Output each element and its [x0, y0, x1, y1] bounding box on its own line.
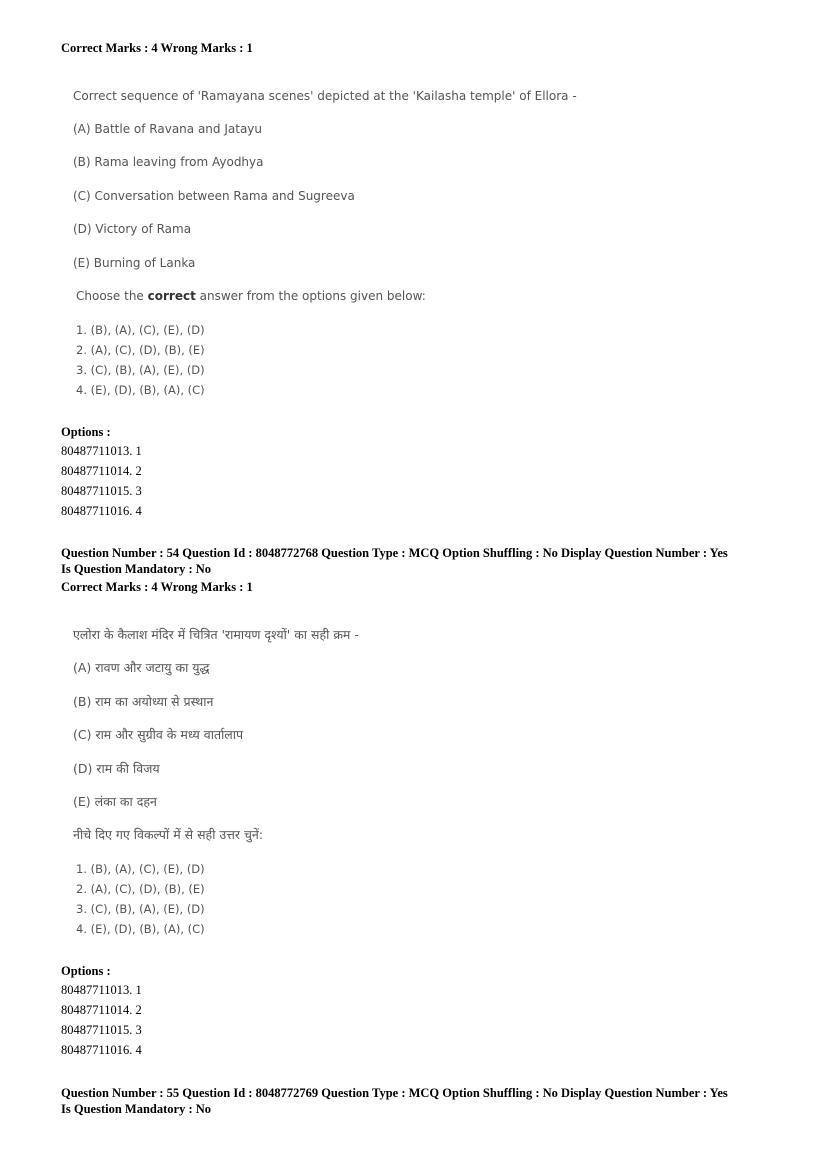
options-label: Options : [61, 964, 111, 978]
answer-choice: 4. (E), (D), (B), (A), (C) [76, 383, 205, 397]
option-id: 80487711015. 3 [61, 484, 142, 498]
question-stem: एलोरा के कैलाश मंदिर में चित्रित 'रामायण दृश्यों' का सही क्रम - [73, 627, 359, 642]
question-item: (B) Rama leaving from Ayodhya [73, 155, 264, 169]
option-id: 80487711013. 1 [61, 444, 142, 458]
answer-choice: 3. (C), (B), (A), (E), (D) [76, 363, 205, 377]
question-item: (B) राम का अयोध्या से प्रस्थान [73, 694, 214, 709]
question-item: (A) रावण और जटायु का युद्ध [73, 660, 210, 675]
option-id: 80487711015. 3 [61, 1023, 142, 1037]
option-id: 80487711014. 2 [61, 464, 142, 478]
question-header: Question Number : 54 Question Id : 8048772768 Question Type : MCQ Option Shuffling : No Display Question Number : Yes [61, 546, 728, 560]
question-mandatory: Is Question Mandatory : No [61, 1102, 212, 1116]
question-item: (D) Victory of Rama [73, 222, 192, 236]
question-item: (E) लंका का दहन [73, 794, 157, 809]
answer-choice: 4. (E), (D), (B), (A), (C) [76, 922, 205, 936]
question-item: (A) Battle of Ravana and Jatayu [73, 122, 262, 136]
options-label: Options : [61, 425, 111, 439]
question-item: (E) Burning of Lanka [73, 256, 196, 270]
option-id: 80487711014. 2 [61, 1003, 142, 1017]
marks-line: Correct Marks : 4 Wrong Marks : 1 [61, 41, 253, 55]
option-id: 80487711016. 4 [61, 1043, 142, 1057]
answer-choice: 3. (C), (B), (A), (E), (D) [76, 902, 205, 916]
question-stem: Correct sequence of 'Ramayana scenes' depicted at the 'Kailasha temple' of Ellora - [73, 89, 577, 103]
question-item: (C) राम और सुग्रीव के मध्य वार्तालाप [73, 727, 244, 742]
answer-choice: 2. (A), (C), (D), (B), (E) [76, 343, 205, 357]
option-id: 80487711013. 1 [61, 983, 142, 997]
question-item: (C) Conversation between Rama and Sugreeva [73, 189, 355, 203]
question-item: (D) राम की विजय [73, 761, 160, 776]
option-id: 80487711016. 4 [61, 504, 142, 518]
question-mandatory: Is Question Mandatory : No [61, 562, 212, 576]
choose-instruction: नीचे दिए गए विकल्पों में से सही उत्तर चुनें: [73, 827, 264, 842]
marks-line: Correct Marks : 4 Wrong Marks : 1 [61, 580, 253, 594]
answer-choice: 1. (B), (A), (C), (E), (D) [76, 862, 205, 876]
choose-instruction: Choose the correct answer from the options given below: [76, 289, 426, 303]
answer-choice: 2. (A), (C), (D), (B), (E) [76, 882, 205, 896]
question-header: Question Number : 55 Question Id : 8048772769 Question Type : MCQ Option Shuffling : No Display Question Number : Yes [61, 1086, 728, 1100]
answer-choice: 1. (B), (A), (C), (E), (D) [76, 323, 205, 337]
